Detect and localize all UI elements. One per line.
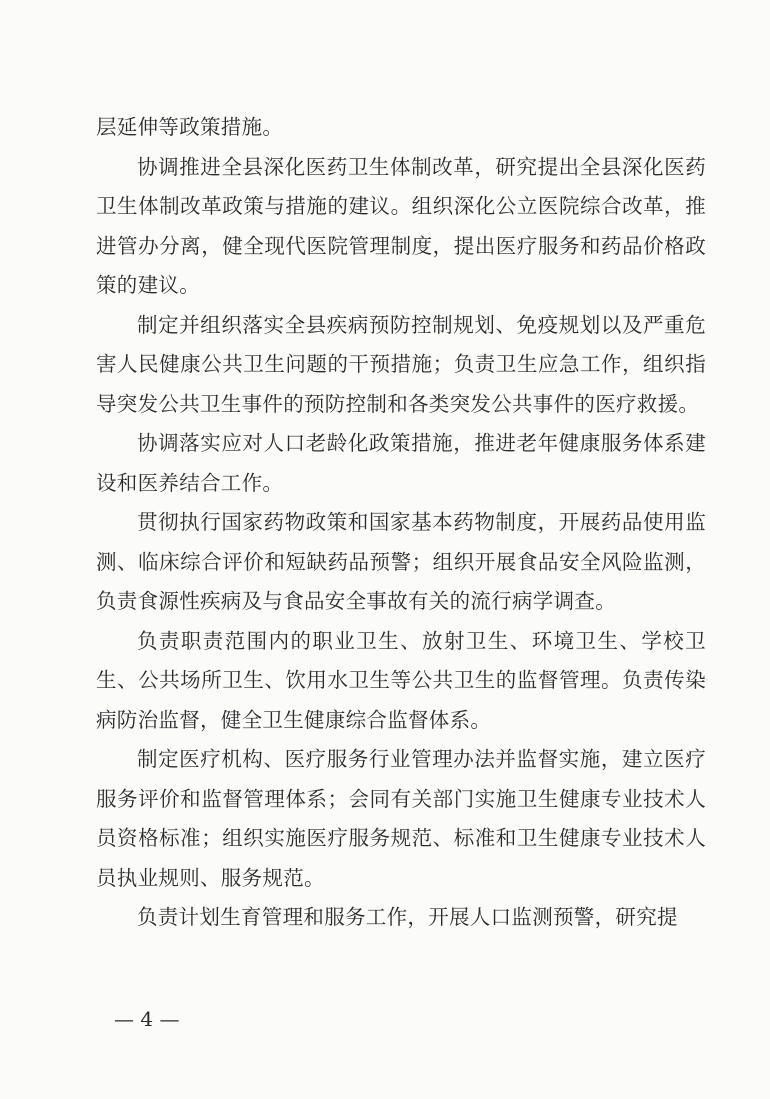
- paragraph-3: 制定并组织落实全县疾病预防控制规划、免疫规划以及严重危害人民健康公共卫生问题的干预措施；负责卫生应急工作，组织指导突发公共卫生事件的预防控制和各类突发公共事件的医疗救援。: [96, 312, 706, 416]
- paragraph-8: 负责计划生育管理和服务工作，开展人口监测预警，研究提: [137, 905, 678, 929]
- paragraph-7: 制定医疗机构、医疗服务行业管理办法并监督实施，建立医疗服务评价和监督管理体系；会同有关部门实施卫生健康专业技术人员资格标准；组织实施医疗服务规范、标准和卫生健康专业技术人员执业规则、服务规范。: [96, 747, 706, 890]
- paragraph-6: 负责职责范围内的职业卫生、放射卫生、环境卫生、学校卫生、公共场所卫生、饮用水卫生等公共卫生的监督管理。负责传染病防治监督，健全卫生健康综合监督体系。: [96, 628, 706, 732]
- paragraph-2: 协调推进全县深化医药卫生体制改革，研究提出全县深化医药卫生体制改革政策与措施的建议。组织深化公立医院综合改革，推进管办分离，健全现代医院管理制度，提出医疗服务和药品价格政策的建议。: [96, 154, 706, 297]
- body-text: [96, 108, 706, 938]
- paragraph-1: 层延伸等政策措施。: [96, 115, 284, 139]
- paragraph-4: 协调落实应对人口老龄化政策措施，推进老年健康服务体系建设和医养结合工作。: [96, 431, 706, 495]
- paragraph-5: 贯彻执行国家药物政策和国家基本药物制度，开展药品使用监测、临床综合评价和短缺药品预警；组织开展食品安全风险监测，负责食源性疾病及与食品安全事故有关的流行病学调查。: [96, 510, 706, 613]
- page-number: — 4 —: [114, 1007, 180, 1031]
